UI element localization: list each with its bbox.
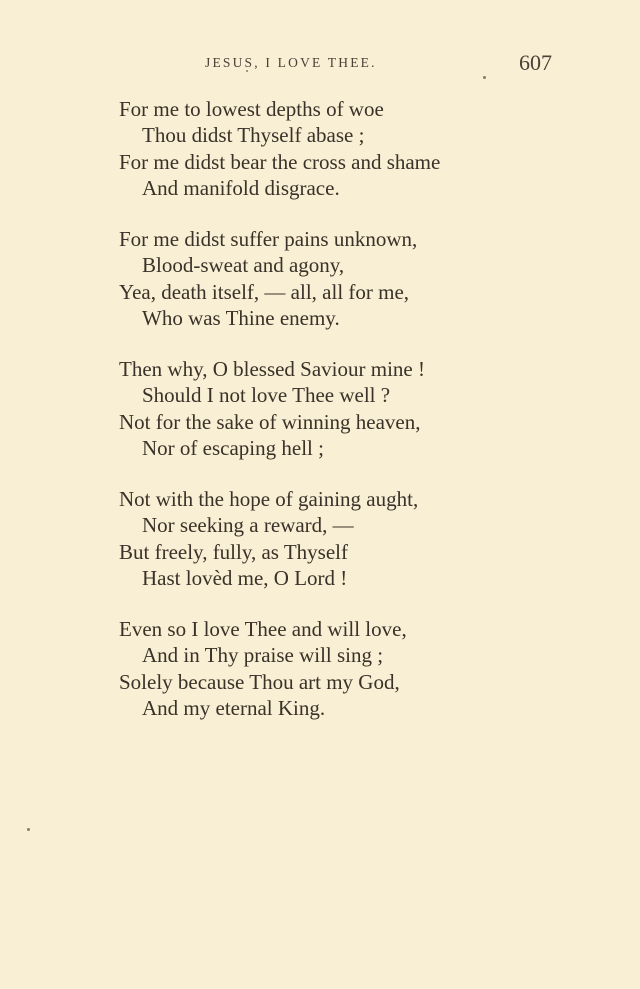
- poem-line: Even so I love Thee and will love,: [119, 616, 407, 641]
- stanza: [119, 616, 599, 721]
- poem-line: Yea, death itself, — all, all for me,: [119, 279, 410, 304]
- poem-line: Nor seeking a reward, —: [142, 513, 354, 538]
- poem-line: Solely because Thou art my God,: [119, 669, 400, 694]
- poem-line: And in Thy praise will sing ;: [142, 643, 384, 668]
- poem-line: For me to lowest depths of woe: [119, 97, 384, 121]
- poem-line: And manifold disgrace.: [142, 175, 340, 200]
- poem-line: Blood-sweat and agony,: [142, 253, 345, 278]
- poem-line: And my eternal King.: [142, 695, 326, 720]
- poem-line: Hast lovèd me, O Lord !: [142, 565, 348, 590]
- poem-line: Not with the hope of gaining aught,: [119, 486, 419, 511]
- paper-speck: [27, 828, 30, 831]
- poem: [119, 96, 599, 746]
- stanza: [119, 96, 599, 201]
- stanza: [119, 356, 599, 461]
- poem-line: Nor of escaping hell ;: [142, 435, 324, 460]
- stanza: [119, 226, 599, 331]
- running-head: JESUS, I LOVE THEE.: [205, 55, 377, 70]
- poem-line: For me didst bear the cross and shame: [119, 149, 441, 174]
- poem-line: For me didst suffer pains unknown,: [119, 226, 418, 251]
- stanza: [119, 486, 599, 591]
- paper-speck: [483, 76, 486, 79]
- poem-line: Should I not love Thee well ?: [142, 383, 391, 408]
- poem-line: Not for the sake of winning heaven,: [119, 409, 421, 434]
- poem-line: But freely, fully, as Thyself: [119, 539, 349, 564]
- poem-line: Then why, O blessed Saviour mine !: [119, 356, 425, 381]
- poem-line: Thou didst Thyself abase ;: [142, 123, 365, 148]
- paper-speck: [246, 70, 248, 72]
- page-number: 607: [519, 50, 552, 75]
- poem-line: Who was Thine enemy.: [142, 305, 340, 330]
